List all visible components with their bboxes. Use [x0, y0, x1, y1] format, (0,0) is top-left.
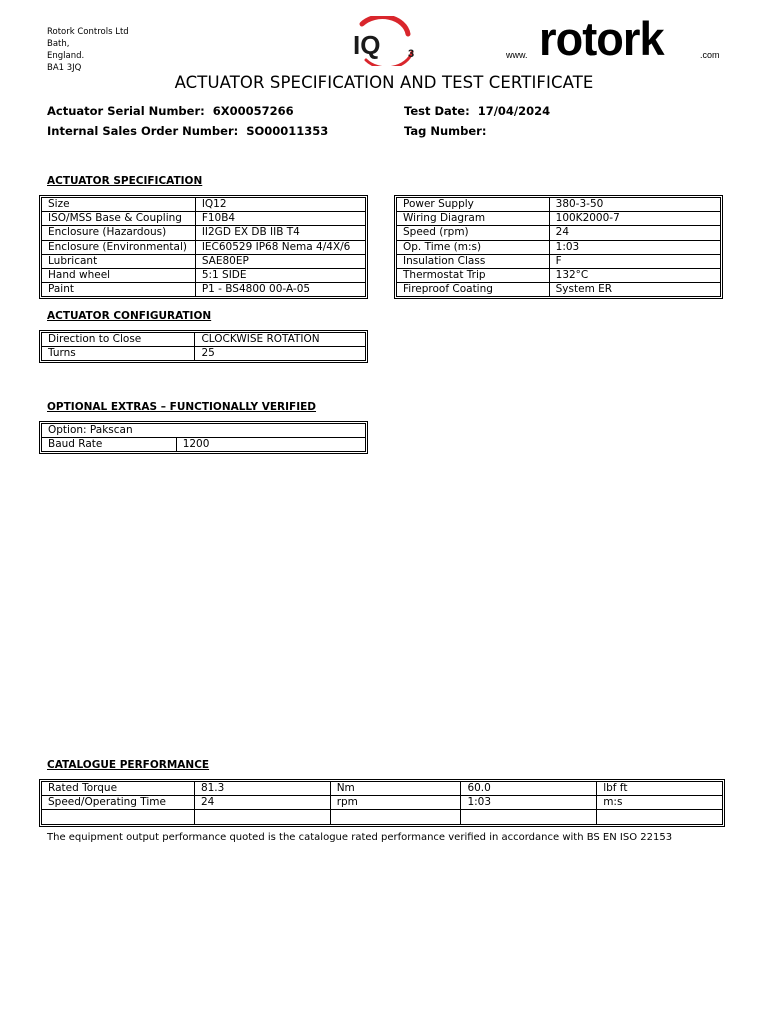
iq3-logo: [350, 16, 420, 66]
serial-number: [47, 104, 294, 118]
performance-section-title: CATALOGUE PERFORMANCE: [47, 759, 210, 771]
table-cell: Rated Torque: [42, 782, 195, 796]
table-row: [42, 347, 366, 361]
performance-note: The equipment output performance quoted is the catalogue rated performance verified in accordance with BS EN ISO 22153: [47, 832, 673, 843]
rotork-logo: [506, 12, 726, 66]
table-row: [42, 212, 366, 226]
table-cell: Speed (rpm): [397, 226, 550, 240]
table-row: [42, 438, 366, 452]
brand-suffix: .com: [700, 50, 720, 60]
extras-table: [41, 423, 366, 452]
sales-order-number: [47, 124, 328, 138]
table-cell: Speed/Operating Time: [42, 796, 195, 810]
table-cell: Direction to Close: [42, 333, 195, 347]
table-cell: [194, 810, 330, 824]
order-value: SO00011353: [246, 124, 329, 138]
test-date-value: 17/04/2024: [477, 104, 551, 118]
spec-table-right: [396, 197, 721, 297]
test-date-label: Test Date:: [404, 104, 470, 118]
table-cell: Wiring Diagram: [397, 212, 550, 226]
table-row: [42, 283, 366, 297]
address-line: Bath,: [47, 39, 70, 49]
table-row: [397, 254, 721, 268]
brand-name: rotork: [539, 12, 664, 65]
table-cell: 1:03: [549, 240, 720, 254]
table-cell: 81.3: [194, 782, 330, 796]
table-cell: 1:03: [461, 796, 597, 810]
table-cell: Thermostat Trip: [397, 268, 550, 282]
table-row: [397, 268, 721, 282]
company-address: [47, 26, 129, 74]
table-row: [42, 268, 366, 282]
table-row: [42, 424, 366, 438]
table-cell: lbf ft: [597, 782, 723, 796]
table-cell: SAE80EP: [195, 254, 365, 268]
table-cell: F: [549, 254, 720, 268]
table-cell: 25: [195, 347, 366, 361]
table-cell: Nm: [330, 782, 461, 796]
order-label: Internal Sales Order Number:: [47, 124, 239, 138]
address-line: Rotork Controls Ltd: [47, 27, 129, 37]
table-cell: Op. Time (m:s): [397, 240, 550, 254]
table-cell: Paint: [42, 283, 196, 297]
spec-table-left: [41, 197, 366, 297]
table-cell: rpm: [330, 796, 461, 810]
table-row: [397, 240, 721, 254]
table-cell: Size: [42, 198, 196, 212]
table-cell: Hand wheel: [42, 268, 196, 282]
config-section-title: ACTUATOR CONFIGURATION: [47, 310, 212, 322]
table-row: [42, 796, 723, 810]
table-cell: m:s: [597, 796, 723, 810]
table-cell: 1200: [176, 438, 365, 452]
table-cell: 100K2000-7: [549, 212, 720, 226]
table-row: [42, 198, 366, 212]
table-row: [42, 782, 723, 796]
extras-section-title: OPTIONAL EXTRAS – FUNCTIONALLY VERIFIED: [47, 401, 317, 413]
table-cell: 132°C: [549, 268, 720, 282]
table-cell: 60.0: [461, 782, 597, 796]
table-cell: [42, 810, 195, 824]
table-row: [42, 254, 366, 268]
iq-logo-sub: 3: [408, 48, 415, 60]
brand-prefix: www.: [506, 50, 528, 60]
table-cell: CLOCKWISE ROTATION: [195, 333, 366, 347]
table-cell: P1 - BS4800 00-A-05: [195, 283, 365, 297]
table-cell: Lubricant: [42, 254, 196, 268]
serial-value: 6X00057266: [212, 104, 294, 118]
table-cell: [330, 810, 461, 824]
table-cell: Enclosure (Environmental): [42, 240, 196, 254]
table-cell: Insulation Class: [397, 254, 550, 268]
iq-logo-text: IQ: [353, 30, 381, 60]
table-cell: 380-3-50: [549, 198, 720, 212]
table-row: [397, 226, 721, 240]
table-cell: IEC60529 IP68 Nema 4/4X/6: [195, 240, 365, 254]
table-cell: 24: [194, 796, 330, 810]
serial-label: Actuator Serial Number:: [47, 104, 205, 118]
table-cell: II2GD EX DB IIB T4: [195, 226, 365, 240]
table-cell: IQ12: [195, 198, 365, 212]
document-title: ACTUATOR SPECIFICATION AND TEST CERTIFICATE: [174, 73, 594, 92]
table-row: [397, 198, 721, 212]
table-cell: 24: [549, 226, 720, 240]
table-cell: Enclosure (Hazardous): [42, 226, 196, 240]
table-row: [397, 283, 721, 297]
table-row: [42, 810, 723, 824]
performance-table: [41, 781, 723, 825]
spec-section-title: ACTUATOR SPECIFICATION: [47, 175, 203, 187]
test-date: [404, 104, 550, 118]
table-row: [42, 226, 366, 240]
table-cell: 5:1 SIDE: [195, 268, 365, 282]
table-cell: Fireproof Coating: [397, 283, 550, 297]
table-cell: Baud Rate: [42, 438, 177, 452]
table-row: [42, 240, 366, 254]
table-cell: [597, 810, 723, 824]
address-line: BA1 3JQ: [47, 63, 82, 73]
config-table: [41, 332, 366, 361]
tag-label: Tag Number:: [404, 124, 487, 138]
table-cell: ISO/MSS Base & Coupling: [42, 212, 196, 226]
table-cell: Power Supply: [397, 198, 550, 212]
table-row: [397, 212, 721, 226]
table-cell: F10B4: [195, 212, 365, 226]
address-line: England.: [47, 51, 85, 61]
tag-number: [404, 124, 486, 138]
table-cell: [461, 810, 597, 824]
extras-option: Option: Pakscan: [42, 424, 366, 438]
table-cell: System ER: [549, 283, 720, 297]
table-row: [42, 333, 366, 347]
table-cell: Turns: [42, 347, 195, 361]
